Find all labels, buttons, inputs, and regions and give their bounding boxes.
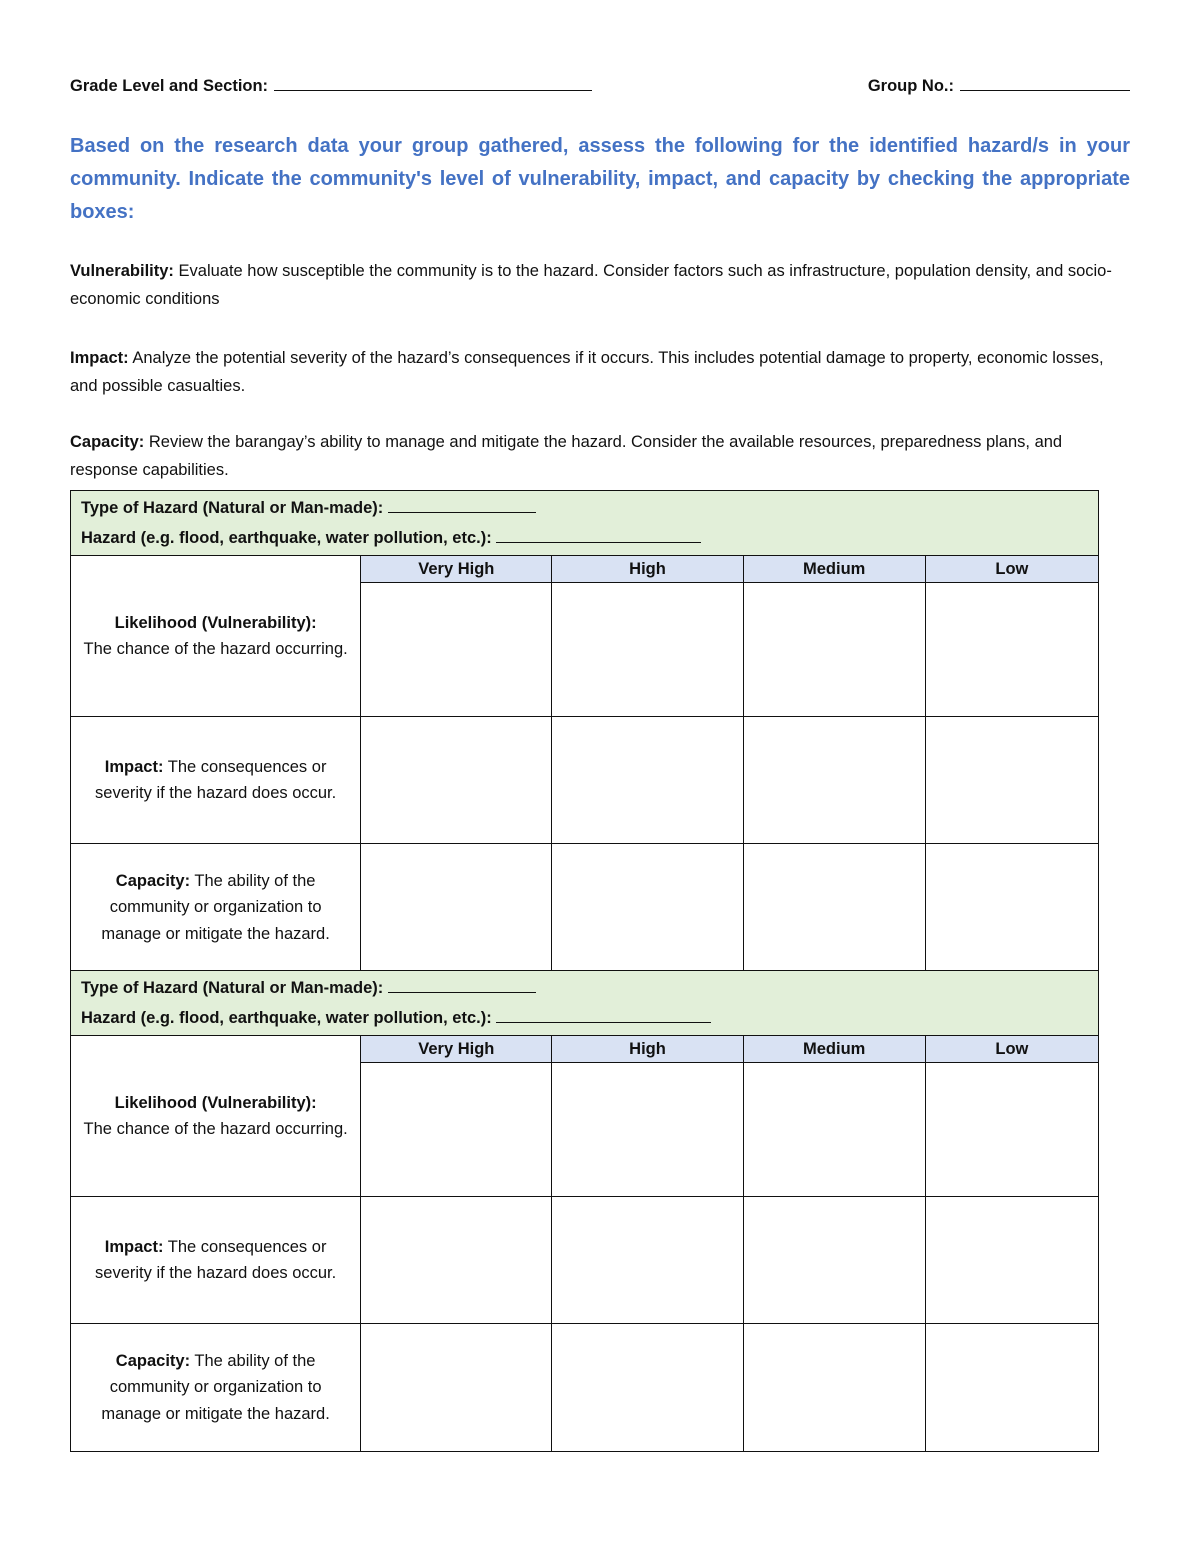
row-term: Likelihood (Vulnerability): xyxy=(114,613,317,632)
row-term: Impact: xyxy=(104,1237,164,1256)
hazard-type-field xyxy=(81,493,1088,523)
instructions: Based on the research data your group gathered, assess the following for the identified hazard/s in your community. Indicate the community's level of vulnerability, impact, and capacity by checking the appropriate boxes: xyxy=(70,135,1130,223)
hazard-type-label: Type of Hazard (Natural or Man-made): xyxy=(81,499,384,517)
likelihood-label-cell xyxy=(71,556,361,717)
likelihood-low-box[interactable] xyxy=(925,1063,1098,1197)
group-no-field xyxy=(868,74,1130,96)
impact-medium-box[interactable] xyxy=(743,717,925,844)
likelihood-very-high-box[interactable] xyxy=(361,1063,552,1197)
impact-label-cell xyxy=(71,717,361,844)
hazard-header-row xyxy=(71,491,1099,556)
grade-section-label: Grade Level and Section: xyxy=(70,77,269,95)
level-medium: Medium xyxy=(743,556,925,583)
capacity-very-high-box[interactable] xyxy=(361,1324,552,1452)
definition-term: Vulnerability: xyxy=(70,262,174,280)
definition-text: Review the barangay’s ability to manage and mitigate the hazard. Consider the available resources, preparedness plans, and response capabilities. xyxy=(70,433,1063,479)
impact-label-cell xyxy=(71,1197,361,1324)
hazard-type-label: Type of Hazard (Natural or Man-made): xyxy=(81,979,384,997)
hazard-header-row xyxy=(71,971,1099,1036)
likelihood-high-box[interactable] xyxy=(552,1063,743,1197)
capacity-row xyxy=(71,844,1099,972)
row-term: Capacity: xyxy=(115,871,191,890)
impact-very-high-box[interactable] xyxy=(361,717,552,844)
definition-term: Capacity: xyxy=(70,433,145,451)
hazard-type-field xyxy=(81,973,1088,1003)
capacity-very-high-box[interactable] xyxy=(361,844,552,972)
likelihood-low-box[interactable] xyxy=(925,583,1098,717)
row-term: Impact: xyxy=(104,757,164,776)
impact-high-box[interactable] xyxy=(552,1197,743,1324)
definition-impact xyxy=(70,344,1130,400)
hazard-type-blank[interactable] xyxy=(388,496,536,513)
hazard-type-blank[interactable] xyxy=(388,976,536,993)
likelihood-medium-box[interactable] xyxy=(743,583,925,717)
group-no-label: Group No.: xyxy=(867,77,954,95)
hazard-name-label: Hazard (e.g. flood, earthquake, water pollution, etc.): xyxy=(81,1009,492,1027)
capacity-low-box[interactable] xyxy=(925,1324,1098,1452)
level-high: High xyxy=(552,1036,743,1063)
level-medium: Medium xyxy=(743,1036,925,1063)
capacity-low-box[interactable] xyxy=(925,844,1098,972)
hazard-name-blank[interactable] xyxy=(496,1006,711,1023)
row-term: Capacity: xyxy=(115,1351,191,1370)
hazard-assessment-table-1 xyxy=(70,490,1099,972)
definition-text: Analyze the potential severity of the hazard’s consequences if it occurs. This includes potential damage to property, economic losses, and possible casualties. xyxy=(70,349,1104,395)
hazard-assessment-table-2 xyxy=(70,970,1099,1452)
definition-text: Evaluate how susceptible the community is to the hazard. Consider factors such as infrastructure, population density, and socio-economic conditions xyxy=(70,262,1112,308)
capacity-high-box[interactable] xyxy=(552,1324,743,1452)
impact-low-box[interactable] xyxy=(925,717,1098,844)
impact-very-high-box[interactable] xyxy=(361,1197,552,1324)
level-very-high: Very High xyxy=(361,556,552,583)
row-desc: The consequences or severity if the hazard does occur. xyxy=(95,757,337,802)
grade-section-blank[interactable] xyxy=(274,74,592,91)
hazard-name-label: Hazard (e.g. flood, earthquake, water pollution, etc.): xyxy=(81,529,492,547)
group-no-blank[interactable] xyxy=(960,74,1130,91)
impact-row xyxy=(71,717,1099,844)
capacity-medium-box[interactable] xyxy=(743,844,925,972)
likelihood-very-high-box[interactable] xyxy=(361,583,552,717)
impact-low-box[interactable] xyxy=(925,1197,1098,1324)
definition-capacity xyxy=(70,428,1130,484)
hazard-name-blank[interactable] xyxy=(496,526,701,543)
likelihood-label-cell xyxy=(71,1036,361,1197)
level-header-row xyxy=(71,556,1099,583)
level-high: High xyxy=(552,556,743,583)
hazard-header-cell xyxy=(71,971,1099,1036)
row-desc: The ability of the community or organization to manage or mitigate the hazard. xyxy=(101,871,330,943)
capacity-label-cell xyxy=(71,844,361,972)
header-line xyxy=(70,72,1130,98)
capacity-medium-box[interactable] xyxy=(743,1324,925,1452)
row-desc: The chance of the hazard occurring. xyxy=(83,640,348,658)
likelihood-medium-box[interactable] xyxy=(743,1063,925,1197)
level-low: Low xyxy=(925,1036,1098,1063)
impact-high-box[interactable] xyxy=(552,717,743,844)
definition-term: Impact: xyxy=(70,349,129,367)
row-desc: The chance of the hazard occurring. xyxy=(83,1120,348,1138)
level-header-row xyxy=(71,1036,1099,1063)
grade-section-field xyxy=(70,74,592,96)
capacity-row xyxy=(71,1324,1099,1452)
row-term: Likelihood (Vulnerability): xyxy=(114,1093,317,1112)
row-desc: The ability of the community or organization to manage or mitigate the hazard. xyxy=(101,1351,330,1423)
hazard-name-field xyxy=(81,523,1088,553)
capacity-label-cell xyxy=(71,1324,361,1452)
definition-vulnerability xyxy=(70,257,1130,313)
level-very-high: Very High xyxy=(361,1036,552,1063)
hazard-header-cell xyxy=(71,491,1099,556)
row-desc: The consequences or severity if the hazard does occur. xyxy=(95,1237,337,1282)
level-low: Low xyxy=(925,556,1098,583)
impact-row xyxy=(71,1197,1099,1324)
capacity-high-box[interactable] xyxy=(552,844,743,972)
hazard-name-field xyxy=(81,1003,1088,1033)
likelihood-high-box[interactable] xyxy=(552,583,743,717)
impact-medium-box[interactable] xyxy=(743,1197,925,1324)
